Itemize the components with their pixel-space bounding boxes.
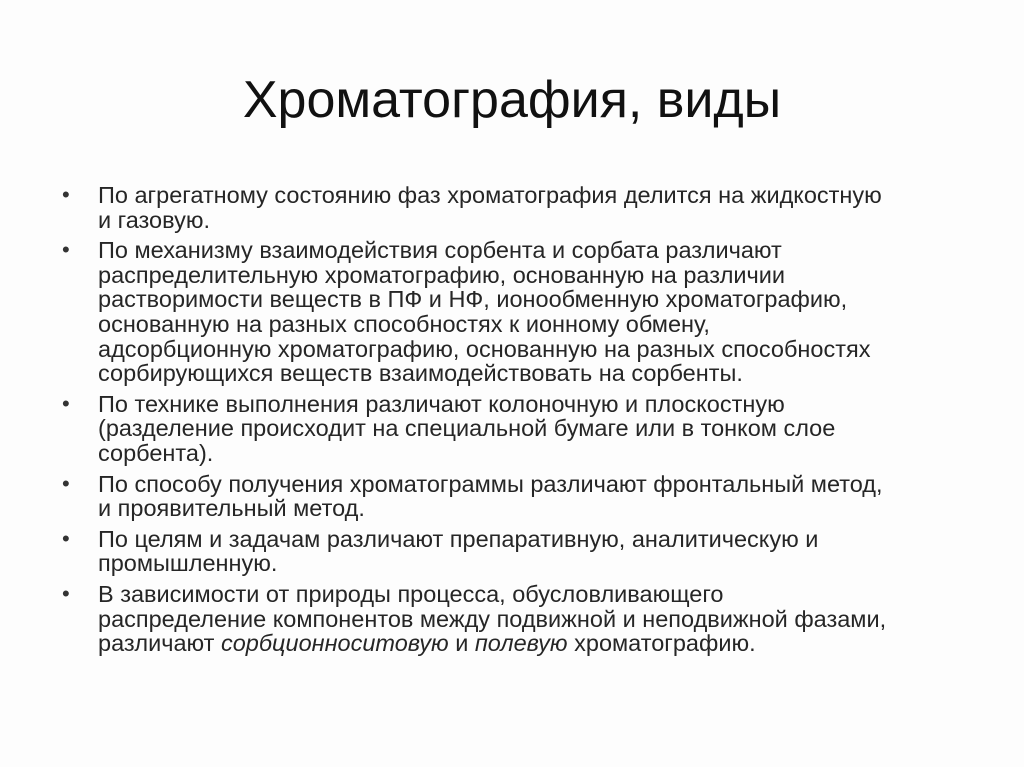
bullet-line: (разделение происходит на специальной бумаге или в тонком слое xyxy=(98,415,836,442)
line-text: хроматографию. xyxy=(567,630,756,657)
bullet-line: сорбента). xyxy=(98,439,214,466)
slide-title: Хроматография, виды xyxy=(242,71,782,129)
bullet-text xyxy=(98,472,992,521)
bullet-line: адсорбционную хроматографию, основанную на разных способностях xyxy=(98,335,871,362)
bullet-line: основанную на разных способностях к ионному обмену, xyxy=(98,310,710,337)
bullet-line-mixed xyxy=(98,631,992,656)
bullet-icon: • xyxy=(62,525,70,551)
bullet-line: и проявительный метод. xyxy=(98,495,365,522)
bullet-line: По технике выполнения различают колоночную и плоскостную xyxy=(98,390,785,417)
bullet-list xyxy=(62,183,992,656)
bullet-line: По механизму взаимодействия сорбента и сорбата различают xyxy=(98,237,782,264)
bullet-line: распределение компонентов между подвижной и неподвижной фазами, xyxy=(98,605,887,632)
bullet-icon: • xyxy=(62,237,70,263)
line-text: и xyxy=(448,630,475,657)
bullet-text xyxy=(98,183,992,232)
bullet-line: и газовую. xyxy=(98,206,210,233)
bullet-icon: • xyxy=(62,470,70,496)
bullet-line: В зависимости от природы процесса, обусловливающего xyxy=(98,580,724,607)
bullet-line: промышленную. xyxy=(98,550,278,577)
bullet-line: По целям и задачам различают препаративную, аналитическую и xyxy=(98,525,819,552)
bullet-line: сорбирующихся веществ взаимодействовать на сорбенты. xyxy=(98,360,743,387)
bullet-item-process-nature xyxy=(62,582,992,656)
bullet-item-chromatogram-method xyxy=(62,472,992,521)
bullet-item-technique xyxy=(62,392,992,466)
bullet-line: распределительную хроматографию, основанную на различии xyxy=(98,261,786,288)
bullet-line: растворимости веществ в ПФ и НФ, ионообменную хроматографию, xyxy=(98,286,848,313)
line-text: различают xyxy=(98,630,221,657)
bullet-text xyxy=(98,238,992,386)
bullet-icon: • xyxy=(62,580,70,606)
bullet-icon: • xyxy=(62,390,70,416)
bullet-text xyxy=(98,582,992,656)
bullet-line: По агрегатному состоянию фаз хроматография делится на жидкостную xyxy=(98,182,882,208)
bullet-item-mechanism xyxy=(62,238,992,386)
bullet-line: По способу получения хроматограммы различают фронтальный метод, xyxy=(98,470,883,497)
bullet-text xyxy=(98,392,992,466)
italic-term-sorption-sieve: сорбционноситовую xyxy=(220,630,449,657)
italic-term-field: полевую xyxy=(474,630,568,657)
bullet-icon: • xyxy=(62,182,70,207)
bullet-text xyxy=(98,527,992,576)
bullet-item-aggregate-state xyxy=(62,183,992,232)
bullet-item-goals xyxy=(62,527,992,576)
